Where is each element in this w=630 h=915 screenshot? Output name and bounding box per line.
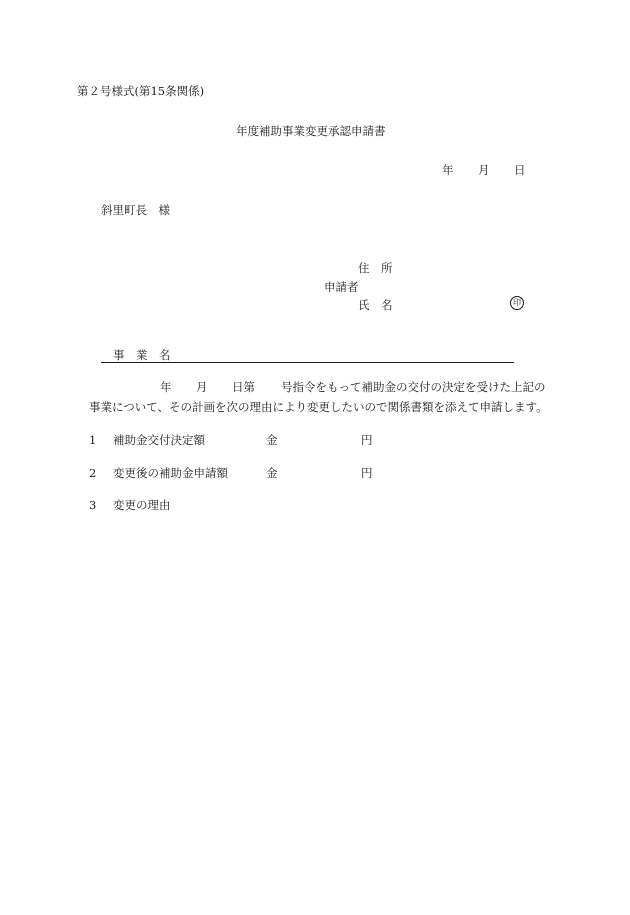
item-number: 2 [89,466,97,480]
address-label: 住 所 [358,261,393,275]
form-number: 第２号様式(第15条関係) [77,84,205,98]
date-year-label: 年 [442,163,454,177]
item-label-approved-amount: 補助金交付決定額 [113,433,205,447]
project-name-underline [101,362,514,363]
name-label: 氏 名 [358,298,393,312]
item-yen-label: 円 [361,433,373,447]
date-day-label: 日 [514,163,526,177]
body-text-line1: 号指令をもって補助金の交付の決定を受けた上記の [281,380,546,394]
seal-mark: 印 [510,296,524,310]
body-month-label: 月 [196,380,208,394]
addressee: 斜里町長 様 [101,203,170,217]
body-year-label: 年 [160,380,172,394]
project-name-label: 事 業 名 [113,348,171,362]
item-label-revised-amount: 変更後の補助金申請額 [113,466,228,480]
item-kin-label: 金 [266,433,278,447]
body-text-line2: 事業について、その計画を次の理由により変更したいので関係書類を添えて申請します。 [89,400,548,414]
document-title: 年度補助事業変更承認申請書 [236,124,386,138]
body-day-number-label: 日第 [232,380,255,394]
item-number: 3 [89,498,97,512]
item-kin-label: 金 [266,466,278,480]
item-label-change-reason: 変更の理由 [113,498,171,512]
applicant-label: 申請者 [324,280,359,294]
item-number: 1 [89,433,97,447]
item-yen-label: 円 [361,466,373,480]
date-month-label: 月 [478,163,490,177]
